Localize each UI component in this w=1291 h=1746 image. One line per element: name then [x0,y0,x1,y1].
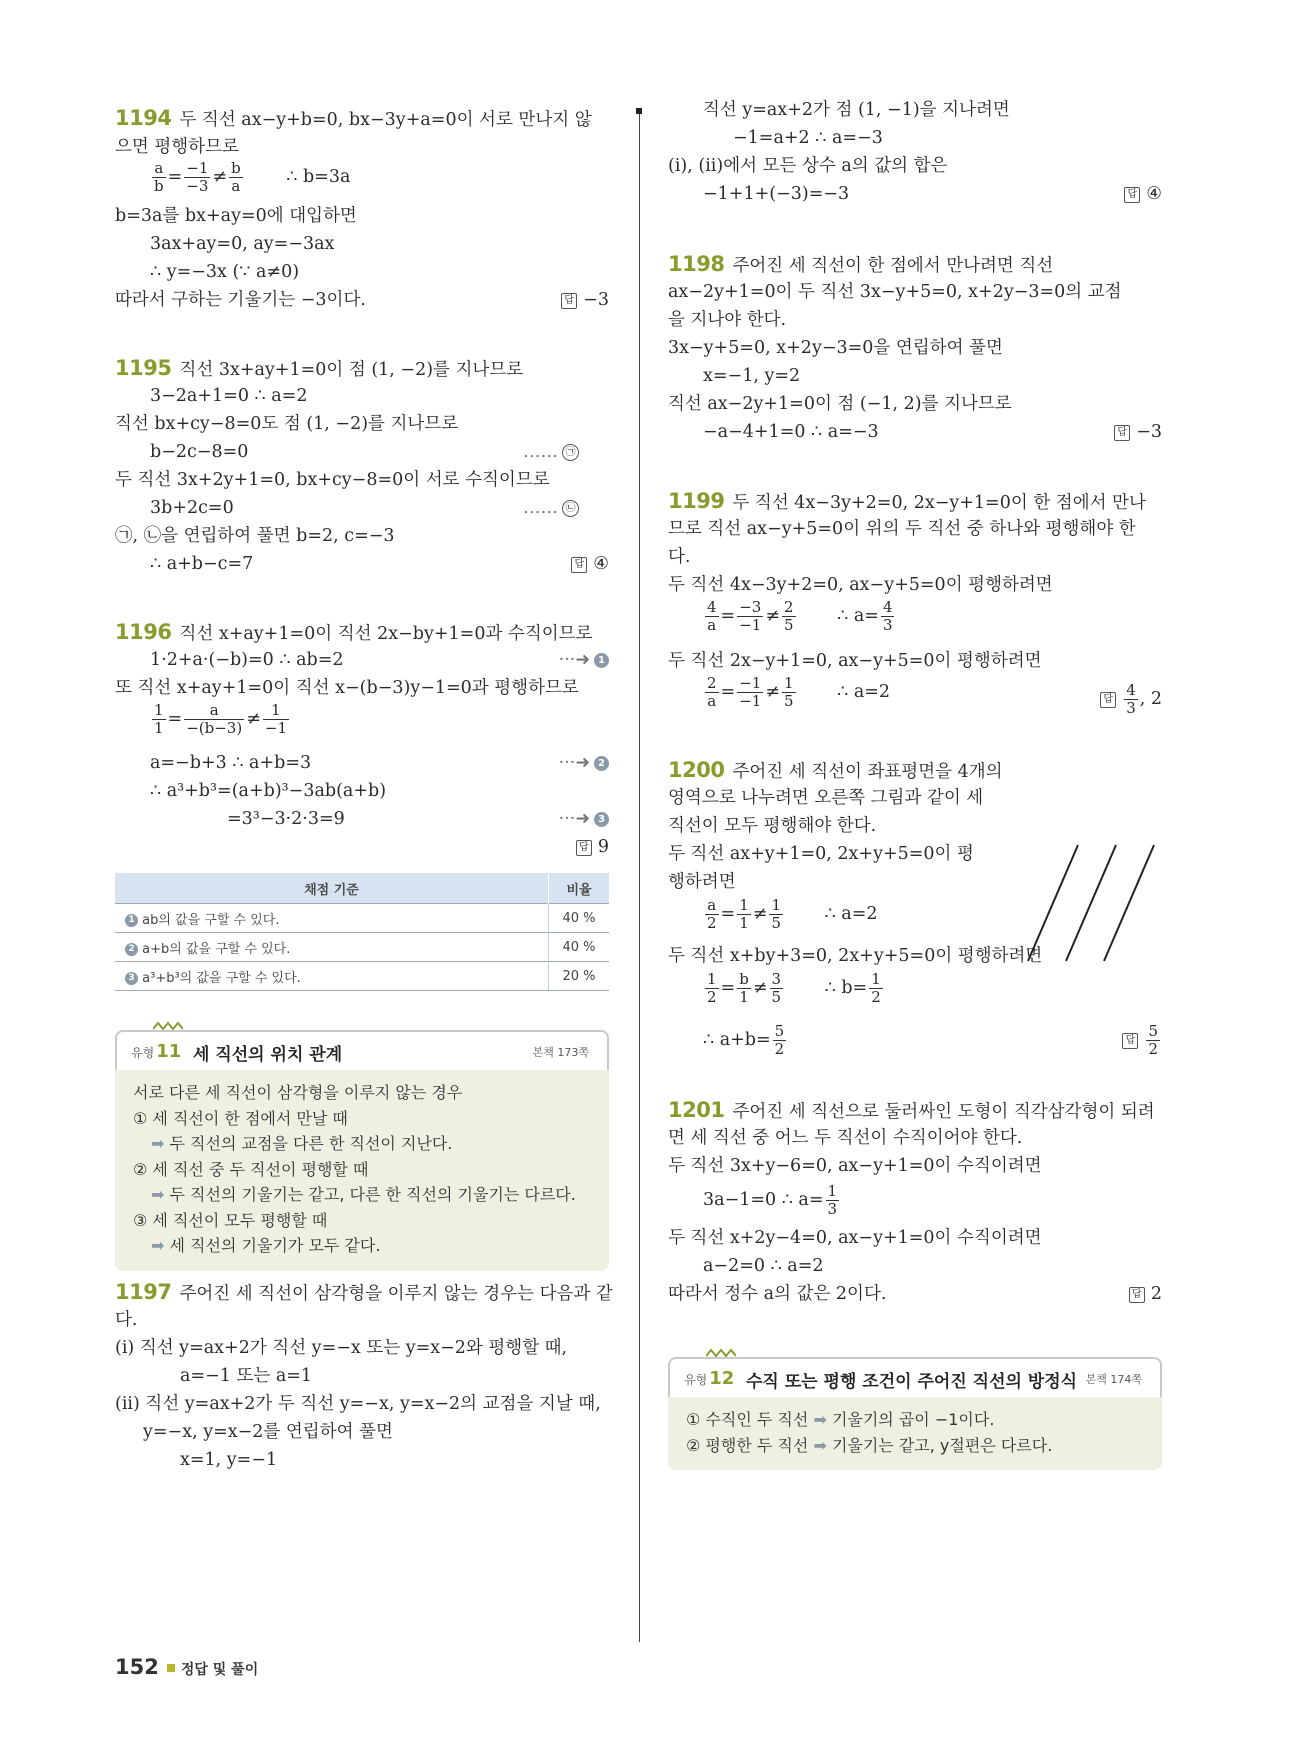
problem-1198-line3: 을 지나야 한다. [668,310,787,330]
problem-1201-line3: 두 직선 3x+y−6=0, ax−y+1=0이 수직이려면 [668,1156,1042,1176]
problem-number: 1194 [115,106,172,130]
step-marker-3: ···➜ 3 [559,806,609,832]
problem-1201-line1: 1201 주어진 세 직선으로 둘러싸인 도형이 직각삼각형이 되려 [668,1098,1155,1122]
problem-1197-line4: a=−1 또는 a=1 [180,1366,313,1386]
problem-1201-line4: 3a−1=0 ∴ a= $\frac{1}{3}$ [703,1182,838,1218]
problem-1201-answer: 답 2 [1129,1281,1162,1307]
arrow-icon: ➡ [813,1435,827,1455]
footer-square-icon [167,1664,175,1672]
problem-1197-line7: x=1, y=−1 [180,1450,278,1470]
problem-1200-line9: ∴ a+b= $\frac{5}{2}$ [703,1022,785,1058]
type-tag: 유형 11 [131,1041,182,1062]
footer-label: 정답 및 풀이 [180,1662,259,1678]
problem-1194-answer: 답 −3 [561,287,609,313]
problem-1194-line2: 으면 평행하므로 [115,137,239,157]
table-row: 2 a+b의 값을 구할 수 있다. 40 % [115,933,609,962]
problem-1196-line6: ∴ a³+b³=(a+b)³−3ab(a+b) [150,781,387,801]
problem-1196-answer: 답 9 [576,834,609,860]
problem-1197-answer: 답 ④ [1124,181,1162,207]
problem-1196-equation: $\frac{1}{1}$ = $\frac{a}{-(b-3)}$ ≠ $\frac{1}{-1}$ [154,701,288,737]
problem-1200-answer: 답 $\frac{5}{2}$ [1122,1023,1162,1058]
problem-1201-line2: 면 세 직선 중 어느 두 직선이 수직이어야 한다. [668,1128,1023,1148]
problem-1194-line7: 따라서 구하는 기울기는 −3이다. [115,290,366,310]
arrow-icon: ➡ [151,1236,165,1255]
problem-1198-line1: 1198 주어진 세 직선이 한 점에서 만나려면 직선 [668,252,1054,276]
problem-1199-line6: 두 직선 2x−y+1=0, ax−y+5=0이 평행하려면 [668,651,1042,671]
problem-1194-line6: ∴ y=−3x (∵ a≠0) [150,262,300,282]
problem-1199-equation2: $\frac{2}{a}$ = $\frac{-1}{-1}$ ≠ $\frac{1}{5}$ ∴ a=2 [707,674,891,710]
arrow-icon: ➡ [151,1134,165,1153]
problem-1200-line2: 영역으로 나누려면 오른쪽 그림과 같이 세 [668,788,984,808]
problem-1195-line2: 3−2a+1=0 ∴ a=2 [150,386,308,406]
problem-1195-line4: b−2c−8=0 [150,442,249,462]
step-marker-1: ···➜ 1 [559,647,609,673]
problem-1200-line5: 행하려면 [668,872,736,892]
problem-1196-line7: =3³−3·2·3=9 [227,809,345,829]
problem-1198-line6: 직선 ax−2y+1=0이 점 (−1, 2)를 지나므로 [668,394,1012,414]
type-title: 수직 또는 평행 조건이 주어진 직선의 방정식 [746,1372,1078,1392]
problem-1200-equation2: $\frac{1}{2}$ = $\frac{b}{1}$ ≠ $\frac{3}{5}$ ∴ b= $\frac{1}{2}$ [707,970,881,1006]
problem-1196-line5: a=−b+3 ∴ a+b=3 [150,753,312,773]
grading-table [115,873,609,991]
arrow-icon: ➡ [813,1410,827,1429]
problem-1194-equation: $\frac{a}{b}$ = $\frac{-1}{-3}$ ≠ $\frac{b}{a}$ ∴ b=3a [154,159,351,195]
problem-1200-line4: 두 직선 ax+y+1=0, 2x+y+5=0이 평 [668,844,974,864]
problem-1200-line3: 직선이 모두 평행해야 한다. [668,816,877,836]
page-number: 152 [115,1655,159,1679]
problem-1197-line5: (ii) 직선 y=ax+2가 두 직선 y=−x, y=x−2의 교점을 지날 때, [115,1394,601,1414]
problem-1197-line1: 1197 주어진 세 직선이 삼각형을 이루지 않는 경우는 다음과 같 [115,1280,613,1304]
type-reference: 본책 173쪽 [532,1046,589,1059]
type-reference: 본책 174쪽 [1085,1373,1142,1386]
type-12-box [668,1357,1162,1470]
problem-1200-line1: 1200 주어진 세 직선이 좌표평면을 4개의 [668,758,1003,782]
problem-1195-line5: 두 직선 3x+2y+1=0, bx+cy−8=0이 서로 수직이므로 [115,470,550,490]
problem-1198-answer: 답 −3 [1114,419,1162,445]
problem-1195-line3: 직선 bx+cy−8=0도 점 (1, −2)를 지나므로 [115,414,459,434]
problem-1197-cont-line2: −1=a+2 ∴ a=−3 [733,128,883,148]
problem-1196-line2: 1·2+a·(−b)=0 ∴ ab=2 [150,650,344,670]
arrow-icon: ➡ [151,1185,165,1204]
type-tag: 유형 12 [684,1368,735,1389]
parallel-lines-figure [1026,843,1162,963]
problem-1197-cont-line1: 직선 y=ax+2가 점 (1, −1)을 지나려면 [703,100,1010,120]
problem-1195-line8: ∴ a+b−c=7 [150,554,254,574]
problem-1198-line5: x=−1, y=2 [703,366,801,386]
grading-header-criteria: 채점 기준 [115,873,549,904]
problem-1199-line1: 1199 두 직선 4x−3y+2=0, 2x−y+1=0이 한 점에서 만나 [668,489,1146,513]
problem-1196-line3: 또 직선 x+ay+1=0이 직선 x−(b−3)y−1=0과 평행하므로 [115,678,579,698]
problem-1196-line1: 1196 직선 x+ay+1=0이 직선 2x−by+1=0과 수직이므로 [115,620,593,644]
problem-1195-line1: 1195 직선 3x+ay+1=0이 점 (1, −2)를 지나므로 [115,356,524,380]
problem-1195-line6: 3b+2c=0 [150,498,234,518]
problem-1194-line5: 3ax+ay=0, ay=−3ax [150,234,335,254]
table-row: 1 ab의 값을 구할 수 있다. 40 % [115,904,609,933]
step-marker-2: ···➜ 2 [559,750,609,776]
problem-1200-equation1: $\frac{a}{2}$ = $\frac{1}{1}$ ≠ $\frac{1}{5}$ ∴ a=2 [707,896,878,932]
page-footer [115,1655,258,1679]
marker-b: …… ㉡ [523,495,579,521]
problem-1198-line4: 3x−y+5=0, x+2y−3=0을 연립하여 풀면 [668,338,1003,358]
problem-1199-line4: 두 직선 4x−3y+2=0, ax−y+5=0이 평행하려면 [668,575,1053,595]
problem-1195-line7: ㉠, ㉡을 연립하여 풀면 b=2, c=−3 [115,526,395,546]
problem-1199-line3: 다. [668,547,691,567]
problem-1198-line7: −a−4+1=0 ∴ a=−3 [703,422,879,442]
problem-1197-cont-line3: (i), (ii)에서 모든 상수 a의 값의 합은 [668,156,948,176]
divider-marker [636,108,642,114]
problem-1200-line7: 두 직선 x+by+3=0, 2x+y+5=0이 평행하려면 [668,946,1043,966]
problem-1198-line2: ax−2y+1=0이 두 직선 3x−y+5=0, x+2y−3=0의 교점 [668,282,1122,302]
type-12-content: ① 수직인 두 직선 ➡ 기울기의 곱이 −1이다. ② 평행한 두 직선 ➡ 기울기는 같고, y절편은 다르다. [668,1397,1162,1470]
type-11-content: 서로 다른 세 직선이 삼각형을 이루지 않는 경우 ① 세 직선이 한 점에서 만날 때 ➡ 두 직선의 교점을 다른 한 직선이 지난다. ② 세 직선 중 두 직선이 평행할 때 ➡ 두 직선의 기울기는 같고, 다른 한 직선의 기울기는 다르다. ③ 세 직선이 모두 평행할 때 ➡ 세 직선의 기울기가 모두 같다. [115,1070,609,1271]
problem-1197-line6: y=−x, y=x−2를 연립하여 풀면 [143,1422,393,1442]
answer-icon: 답 [561,293,577,309]
problem-1201-line7: 따라서 정수 a의 값은 2이다. [668,1284,887,1304]
problem-1197-line2: 다. [115,1310,138,1330]
problem-1197-cont-line4: −1+1+(−3)=−3 [703,184,850,204]
problem-1195-answer: 답 ④ [571,551,609,577]
table-row: 3 a³+b³의 값을 구할 수 있다. 20 % [115,962,609,991]
problem-1201-line5: 두 직선 x+2y−4=0, ax−y+1=0이 수직이려면 [668,1228,1042,1248]
problem-1194-line4: b=3a를 bx+ay=0에 대입하면 [115,206,357,226]
problem-1199-answer: 답 $\frac{4}{3}$ , 2 [1100,682,1162,717]
problem-1197-line3: (i) 직선 y=ax+2가 직선 y=−x 또는 y=x−2와 평행할 때, [115,1338,568,1358]
type-11-box [115,1030,609,1271]
grading-header-ratio: 비율 [549,873,610,904]
problem-1194-line1: 1194 두 직선 ax−y+b=0, bx−3y+a=0이 서로 만나지 않 [115,106,592,130]
problem-1201-line6: a−2=0 ∴ a=2 [703,1256,824,1276]
column-divider [639,112,640,1642]
marker-a: …… ㉠ [523,439,579,465]
problem-1199-line2: 므로 직선 ax−y+5=0이 위의 두 직선 중 하나와 평행해야 한 [668,519,1136,539]
type-title: 세 직선의 위치 관계 [193,1045,343,1065]
problem-1199-equation1: $\frac{4}{a}$ = $\frac{-3}{-1}$ ≠ $\frac{2}{5}$ ∴ a= $\frac{4}{3}$ [707,598,893,634]
